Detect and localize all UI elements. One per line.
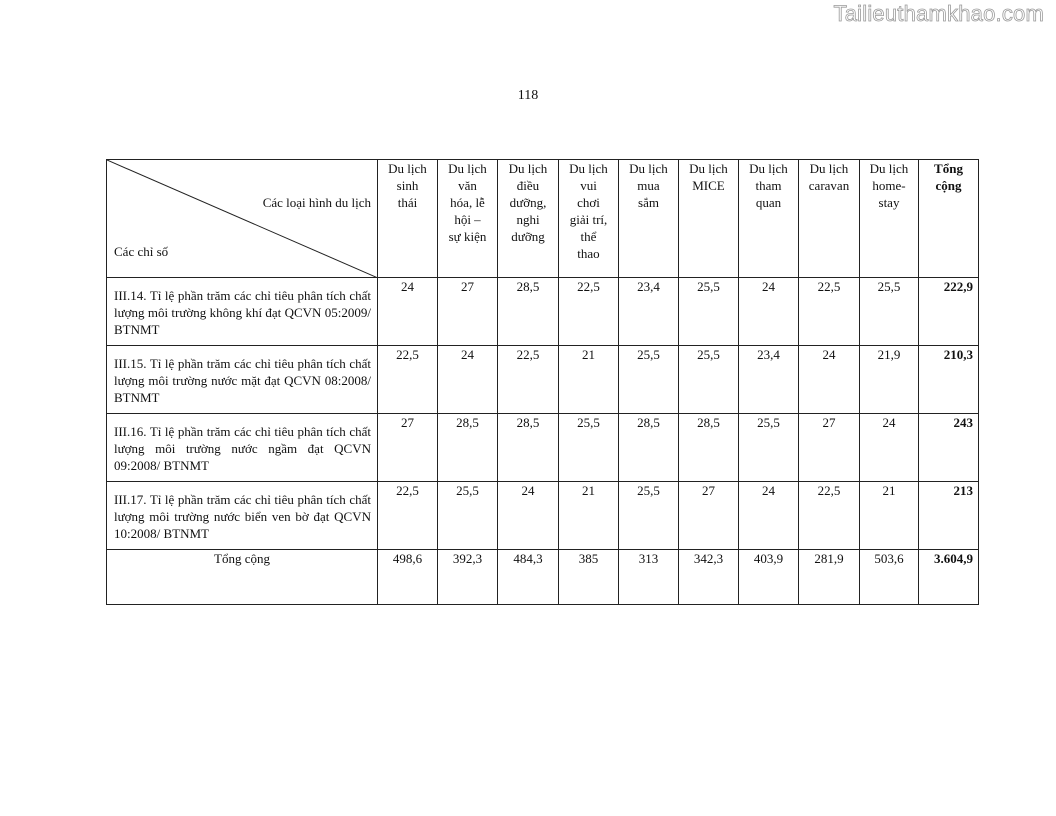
table-cell: 27 [438,278,498,346]
row-label: III.14. Tỉ lệ phần trăm các chỉ tiêu phân tích chất lượng môi trường không khí đạt QCVN 05:2009/ BTNMT [107,278,378,346]
table-cell: 21 [559,346,619,414]
table-cell: 25,5 [438,482,498,550]
row-label: III.15. Tỉ lệ phần trăm các chỉ tiêu phân tích chất lượng môi trường nước mặt đạt QCVN 08:2008/ BTNMT [107,346,378,414]
indicator-table [106,159,979,605]
table-cell: 24 [860,414,919,482]
total-cell: 403,9 [739,550,799,605]
row-total: 243 [919,414,979,482]
grand-total: 3.604,9 [919,550,979,605]
table-cell: 22,5 [498,346,559,414]
table-cell: 21 [860,482,919,550]
total-cell: 503,6 [860,550,919,605]
table-cell: 28,5 [498,278,559,346]
col-header: Du lịch home- stay [860,160,919,278]
table-cell: 21 [559,482,619,550]
table-cell: 23,4 [739,346,799,414]
table-cell: 22,5 [378,346,438,414]
header-row [107,160,979,278]
table-cell: 24 [799,346,860,414]
diagonal-divider [107,160,378,278]
table-cell: 25,5 [860,278,919,346]
col-header: Du lịch văn hóa, lễ hội – sự kiện [438,160,498,278]
col-header: Du lịch vui chơi giải trí, thể thao [559,160,619,278]
table-cell: 28,5 [679,414,739,482]
total-cell: 484,3 [498,550,559,605]
col-header: Du lịch điều dưỡng, nghi dưỡng [498,160,559,278]
corner-cell [107,160,378,278]
total-row [107,550,979,605]
table-cell: 24 [739,482,799,550]
table-cell: 28,5 [619,414,679,482]
table-row [107,482,979,550]
table-cell: 22,5 [799,482,860,550]
table-cell: 23,4 [619,278,679,346]
table-cell: 27 [679,482,739,550]
row-total: 213 [919,482,979,550]
corner-bottom-label: Các chỉ số [114,244,169,259]
row-label: III.17. Tỉ lệ phần trăm các chỉ tiêu phân tích chất lượng môi trường nước biển ven bờ đạt QCVN 10:2008/ BTNMT [107,482,378,550]
col-header: Du lịch sinh thái [378,160,438,278]
corner-top-label: Các loại hình du lịch [262,195,371,210]
total-cell: 281,9 [799,550,860,605]
table-cell: 21,9 [860,346,919,414]
table-cell: 25,5 [619,482,679,550]
table-row [107,414,979,482]
col-header: Du lịch tham quan [739,160,799,278]
total-cell: 392,3 [438,550,498,605]
table-cell: 28,5 [438,414,498,482]
table-row [107,278,979,346]
table-cell: 24 [739,278,799,346]
table-cell: 28,5 [498,414,559,482]
page-number: 118 [517,88,539,103]
total-cell: 342,3 [679,550,739,605]
table-cell: 27 [378,414,438,482]
table-cell: 22,5 [559,278,619,346]
table-cell: 24 [438,346,498,414]
table-cell: 25,5 [679,278,739,346]
table-cell: 25,5 [619,346,679,414]
watermark: Tailieuthamkhao.com [833,1,1044,26]
table-cell: 22,5 [799,278,860,346]
table-row [107,346,979,414]
table-cell: 24 [378,278,438,346]
table-cell: 24 [498,482,559,550]
table-cell: 25,5 [679,346,739,414]
col-header-total: Tổng cộng [919,160,979,278]
table-cell: 25,5 [559,414,619,482]
row-total: 210,3 [919,346,979,414]
total-cell: 385 [559,550,619,605]
col-header: Du lịch caravan [799,160,860,278]
total-cell: 313 [619,550,679,605]
col-header: Du lịch MICE [679,160,739,278]
row-total: 222,9 [919,278,979,346]
total-cell: 498,6 [378,550,438,605]
table-cell: 27 [799,414,860,482]
table-cell: 22,5 [378,482,438,550]
row-label: III.16. Tỉ lệ phần trăm các chỉ tiêu phân tích chất lượng môi trường nước ngầm đạt QCVN 09:2008/ BTNMT [107,414,378,482]
table-cell: 25,5 [739,414,799,482]
total-row-label: Tổng cộng [107,550,378,605]
col-header: Du lịch mua sắm [619,160,679,278]
